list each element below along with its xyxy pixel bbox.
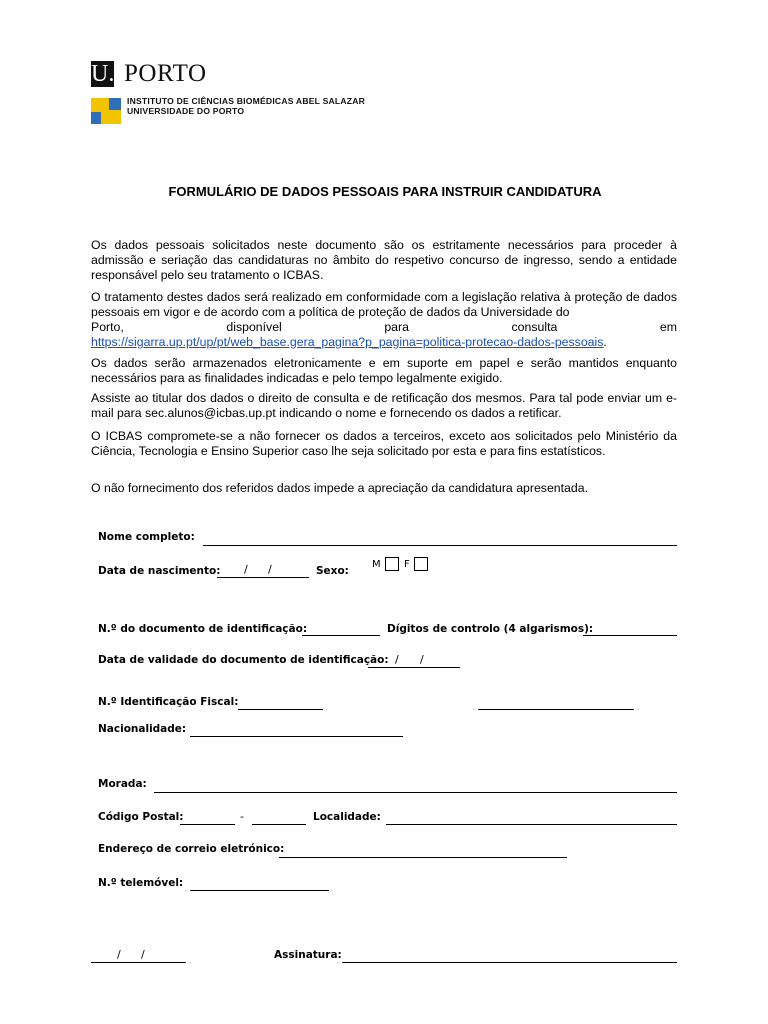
date-separator: / [395,653,399,666]
logo-u: U. [91,61,115,87]
form-title: FORMULÁRIO DE DADOS PESSOAIS PARA INSTRUIR CANDIDATURA [168,184,602,199]
sexo-f-checkbox[interactable] [414,557,428,571]
telemovel-field[interactable] [190,890,329,891]
logo-porto-text: PORTO [124,60,207,87]
email-field[interactable] [279,857,567,858]
sexo-f-label: F [404,559,410,570]
paragraph-data-consequence: O não fornecimento dos referidos dados impede a apreciação da candidatura apresentada. [91,481,588,495]
institute-name [127,96,365,116]
paragraph-data-processing-end: . [603,335,607,349]
email-label: Endereço de correio eletrónico: [98,843,285,855]
nome-completo-label: Nome completo: [98,531,195,543]
morada-label: Morada: [98,778,147,790]
paragraph-data-processing-intro: O tratamento destes dados será realizado em conformidade com a legislação relativa à proteção de dados pessoais em vigor e de acordo com a política de proteção de dados da Universidade do [91,290,677,319]
sexo-label: Sexo: [316,565,349,577]
localidade-field[interactable] [386,824,677,825]
nif-label: N.º Identificação Fiscal: [98,696,239,708]
date-separator: / [117,948,121,961]
telemovel-label: N.º telemóvel: [98,877,184,889]
paragraph-data-processing [91,290,677,350]
date-separator: / [244,563,248,576]
nacionalidade-field[interactable] [190,736,403,737]
date-separator: / [141,948,145,961]
data-validade-field[interactable] [368,667,460,668]
paragraph-data-rights: Assiste ao titular dos dados o direito de consulta e de retificação dos mesmos. Para tal pode enviar um e-mail para sec.alunos@icbas.up.pt indicando o nome e fornecendo os dados a retificar. [91,391,677,420]
institute-line-1: INSTITUTO DE CIÊNCIAS BIOMÉDICAS ABEL SALAZAR [127,96,366,106]
num-documento-label: N.º do documento de identificação: [98,623,308,635]
nome-completo-field[interactable] [203,545,677,546]
digitos-controlo-field[interactable] [583,635,677,636]
localidade-label: Localidade: [313,811,381,823]
codigo-postal-label: Código Postal: [98,811,184,823]
data-nascimento-label: Data de nascimento: [98,565,221,577]
digitos-controlo-label: Dígitos de controlo (4 algarismos): [387,623,594,635]
data-nascimento-field[interactable] [217,577,309,578]
nif-field[interactable] [238,709,323,710]
assinatura-field[interactable] [342,962,677,963]
privacy-policy-link[interactable]: https://sigarra.up.pt/up/pt/web_base.gera_pagina?p_pagina=politica-protecao-dados-pessoais [91,335,604,349]
sexo-m-label: M [372,559,381,570]
icbas-logo-icon [91,96,121,124]
paragraph-data-storage: Os dados serão armazenados eletronicamente e em suporte em papel e serão mantidos enquanto necessários para as finalidades indicadas e pelo tempo legalmente exigido. [91,356,677,385]
extra-field[interactable] [478,709,634,710]
institute-line-2: UNIVERSIDADE DO PORTO [127,106,245,116]
signature-date-field[interactable] [91,962,186,963]
sexo-m-checkbox[interactable] [385,557,399,571]
data-validade-label: Data de validade do documento de identificação: [98,654,389,666]
nacionalidade-label: Nacionalidade: [98,723,187,735]
paragraph-data-purpose: Os dados pessoais solicitados neste documento são os estritamente necessários para proceder à admissão e seriação das candidaturas no âmbito do respetivo concurso de ingresso, sendo a entidade responsável pelo seu tratamento o ICBAS. [91,238,677,282]
assinatura-label: Assinatura: [274,949,342,961]
num-documento-field[interactable] [302,635,380,636]
date-separator: / [420,653,424,666]
date-separator: / [268,563,272,576]
codigo-postal-field-2[interactable] [252,824,306,825]
paragraph-data-sharing: O ICBAS compromete-se a não fornecer os dados a terceiros, exceto aos solicitados pelo Ministério da Ciência, Tecnologia e Ensino Superior caso lhe seja solicitado por esta e para fins estatísticos. [91,429,677,458]
morada-field[interactable] [154,792,677,793]
codigo-postal-dash: - [240,810,244,823]
paragraph-data-processing-line: Porto, disponível para consulta em [91,320,677,334]
codigo-postal-field-1[interactable] [180,824,235,825]
